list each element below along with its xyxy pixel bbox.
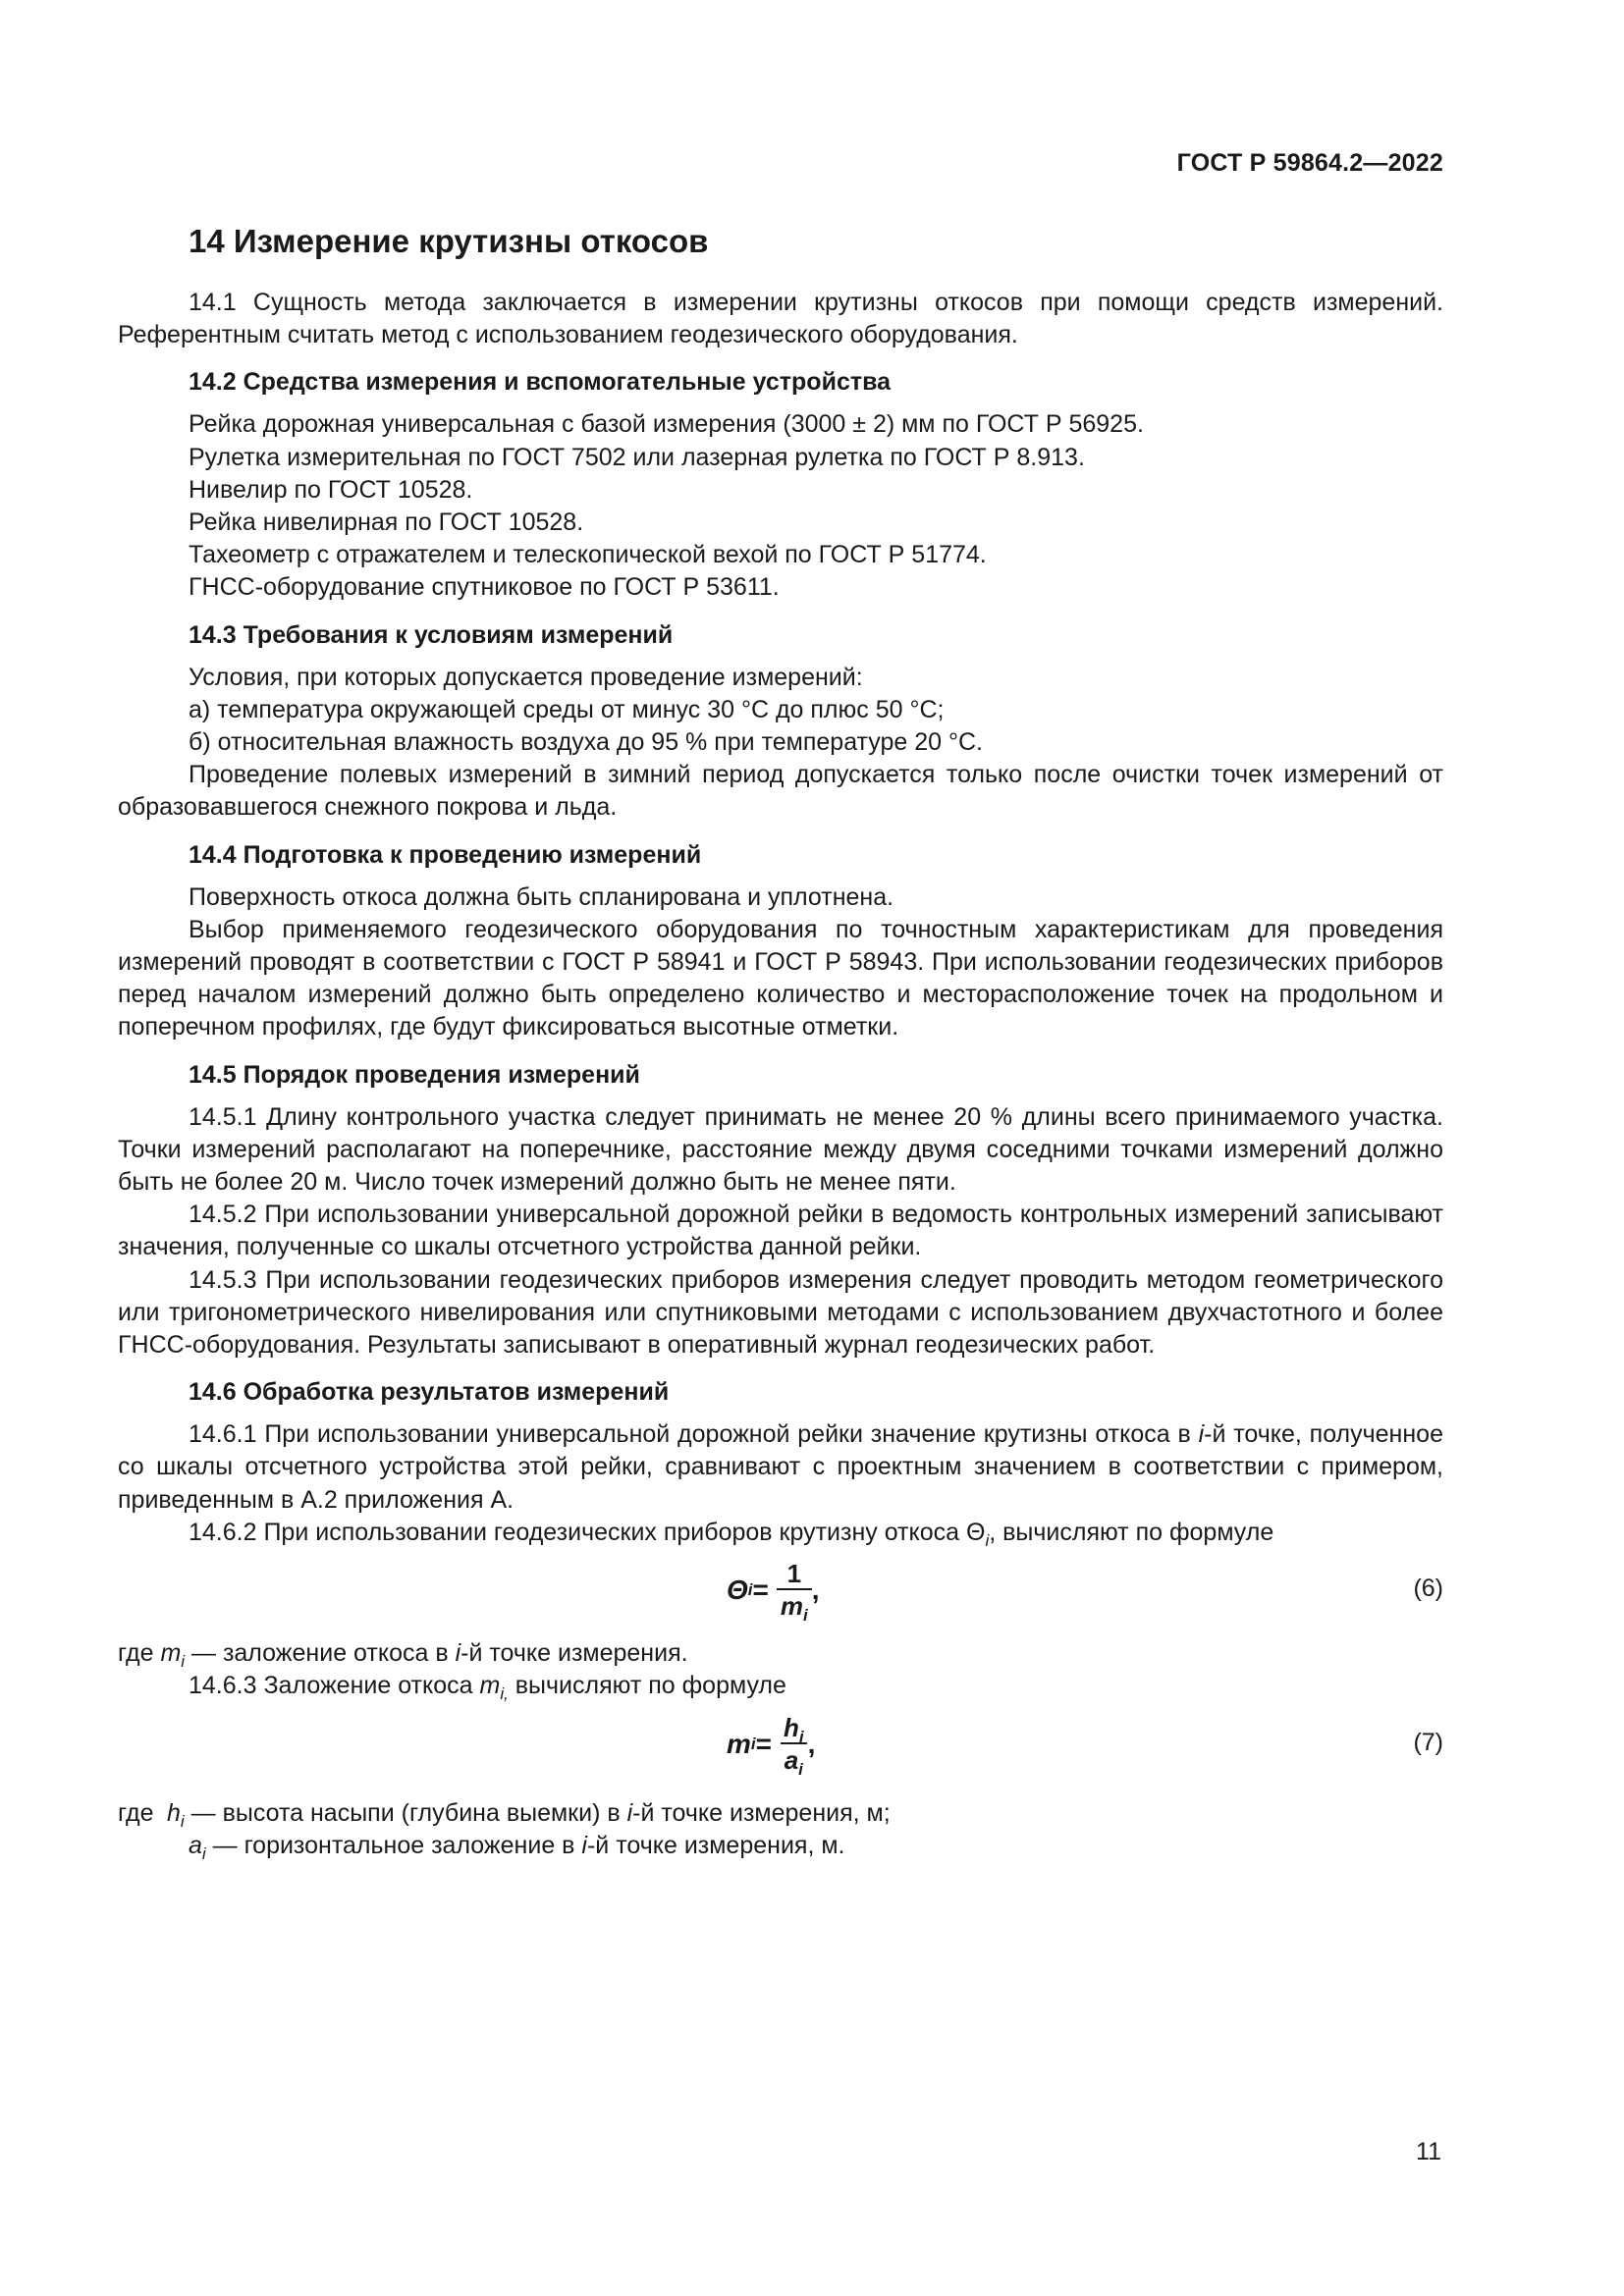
clause-14-1: [118, 287, 1443, 351]
tool-item: Тахеометр с отражателем и телескопической вехой по ГОСТ Р 51774.: [189, 541, 987, 569]
document-body: [118, 222, 1443, 1862]
heading-14-2: 14.2 Средства измерения и вспомогательные устройства: [189, 368, 892, 397]
paragraph-14-5-2: 14.5.2 При использовании универсальной дорожной рейки в ведомость контрольных измерений записывают значения, полученные со шкалы отсчетного устройства данной рейки.: [118, 1201, 1443, 1261]
heading-14-6: 14.6 Обработка результатов измерений: [189, 1378, 670, 1407]
tool-item: Рулетка измерительная по ГОСТ 7502 или лазерная рулетка по ГОСТ Р 8.913.: [189, 443, 1085, 471]
winter-paragraph: Проведение полевых измерений в зимний период допускается только после очистки точек измерений от образовавшегося снежного покрова и льда.: [118, 761, 1443, 822]
paragraph-14-6-2: 14.6.2 При использовании геодезических приборов крутизну откоса $\Theta_i$, вычисляют по формуле: [189, 1518, 1274, 1550]
where-7-list: [118, 1797, 1443, 1862]
formula-6: [118, 1555, 1443, 1631]
formula-7-fraction: $\frac{h_i}{a_i}$: [780, 1713, 808, 1776]
paragraph-14-1: 14.1 Сущность метода заключается в измерении крутизны откосов при помощи средств измерений. Референтным считать метод с использованием геодезического оборудования.: [118, 289, 1443, 349]
heading-14-5: 14.5 Порядок проведения измерений: [189, 1060, 640, 1089]
where-7-item: $a_i$ — горизонтальное заложение в i-й точке измерения, м.: [189, 1831, 845, 1863]
processing-block: [118, 1418, 1443, 1862]
procedure-block: [118, 1101, 1443, 1362]
preparation-block: [118, 881, 1443, 1044]
tool-item: ГНСС-оборудование спутниковое по ГОСТ Р 53611.: [189, 573, 780, 602]
paragraph-14-6-3: 14.6.3 Заложение откоса $m_{i,}$ вычисляют по формуле: [189, 1672, 786, 1704]
paragraph-14-5-3: 14.5.3 При использовании геодезических приборов измерения следует проводить методом геометрического или тригонометрического нивелирования или спутниковыми методами с использованием двухчастотного и более ГНСС-оборудования. Результаты записывают в оперативный журнал геодезических работ.: [118, 1265, 1443, 1360]
heading-14-3: 14.3 Требования к условиям измерений: [189, 620, 674, 649]
tool-item: Рейка дорожная универсальная с базой измерения (3000 ± 2) мм по ГОСТ Р 56925.: [189, 410, 1144, 439]
formula-6-fraction: $\frac{1}{m_i}$: [777, 1559, 812, 1622]
where-6: где $m_i$ — заложение откоса в i-й точке измерения.: [118, 1639, 688, 1672]
page-number: 11: [1416, 2138, 1441, 2165]
heading-14-4: 14.4 Подготовка к проведению измерений: [189, 840, 702, 869]
formula-6-expression: Θ i = $\frac{1}{m_i}$ ,: [727, 1559, 820, 1626]
paragraph-14-6-1: 14.6.1 При использовании универсальной дорожной рейки значение крутизны откоса в i-й точке, полученное со шкалы отсчетного устройства этой рейки, сравнивают с проектным значением в соответствии с примером, приведенным в А.2 приложения А.: [118, 1420, 1443, 1514]
condition-item: а) температура окружающей среды от минус 30 °С до плюс 50 °С;: [189, 695, 945, 723]
tools-list: [118, 408, 1443, 604]
tool-item: Нивелир по ГОСТ 10528.: [189, 475, 473, 504]
tool-item: Рейка нивелирная по ГОСТ 10528.: [189, 508, 584, 537]
equation-number-6: (6): [1413, 1575, 1443, 1603]
paragraph-14-4-a: Поверхность откоса должна быть спланирована и уплотнена.: [189, 882, 894, 911]
equation-number-7: (7): [1413, 1728, 1443, 1756]
paragraph-14-5-1: 14.5.1 Длину контрольного участка следует принимать не менее 20 % длины всего принимаемого участка. Точки измерений располагают на поперечнике, расстояние между двумя соседними точками измерений должно быть не более 20 м. Число точек измерений должно быть не менее пяти.: [118, 1102, 1443, 1197]
conditions-block: [118, 662, 1443, 825]
formula-7-expression: m i = $\frac{h_i}{a_i}$ ,: [727, 1712, 816, 1779]
section-title: 14 Измерение крутизны откосов: [189, 223, 709, 259]
document-code: ГОСТ Р 59864.2—2022: [1176, 149, 1443, 177]
where-7-item: где $h_i$ — высота насыпи (глубина выемки) в i-й точке измерения, м;: [118, 1798, 891, 1831]
condition-item: б) относительная влажность воздуха до 95 % при температуре 20 °С.: [189, 728, 983, 757]
formula-7: [118, 1709, 1443, 1791]
condition-item: Условия, при которых допускается проведение измерений:: [189, 663, 863, 691]
paragraph-14-4-b: Выбор применяемого геодезического оборудования по точностным характеристикам для проведения измерений проводят в соответствии с ГОСТ Р 58941 и ГОСТ Р 58943. При использовании геодезических приборов перед началом измерений должно быть определено количество и месторасположение точек на продольном и поперечном профилях, где будут фиксироваться высотные отметки.: [118, 915, 1443, 1041]
